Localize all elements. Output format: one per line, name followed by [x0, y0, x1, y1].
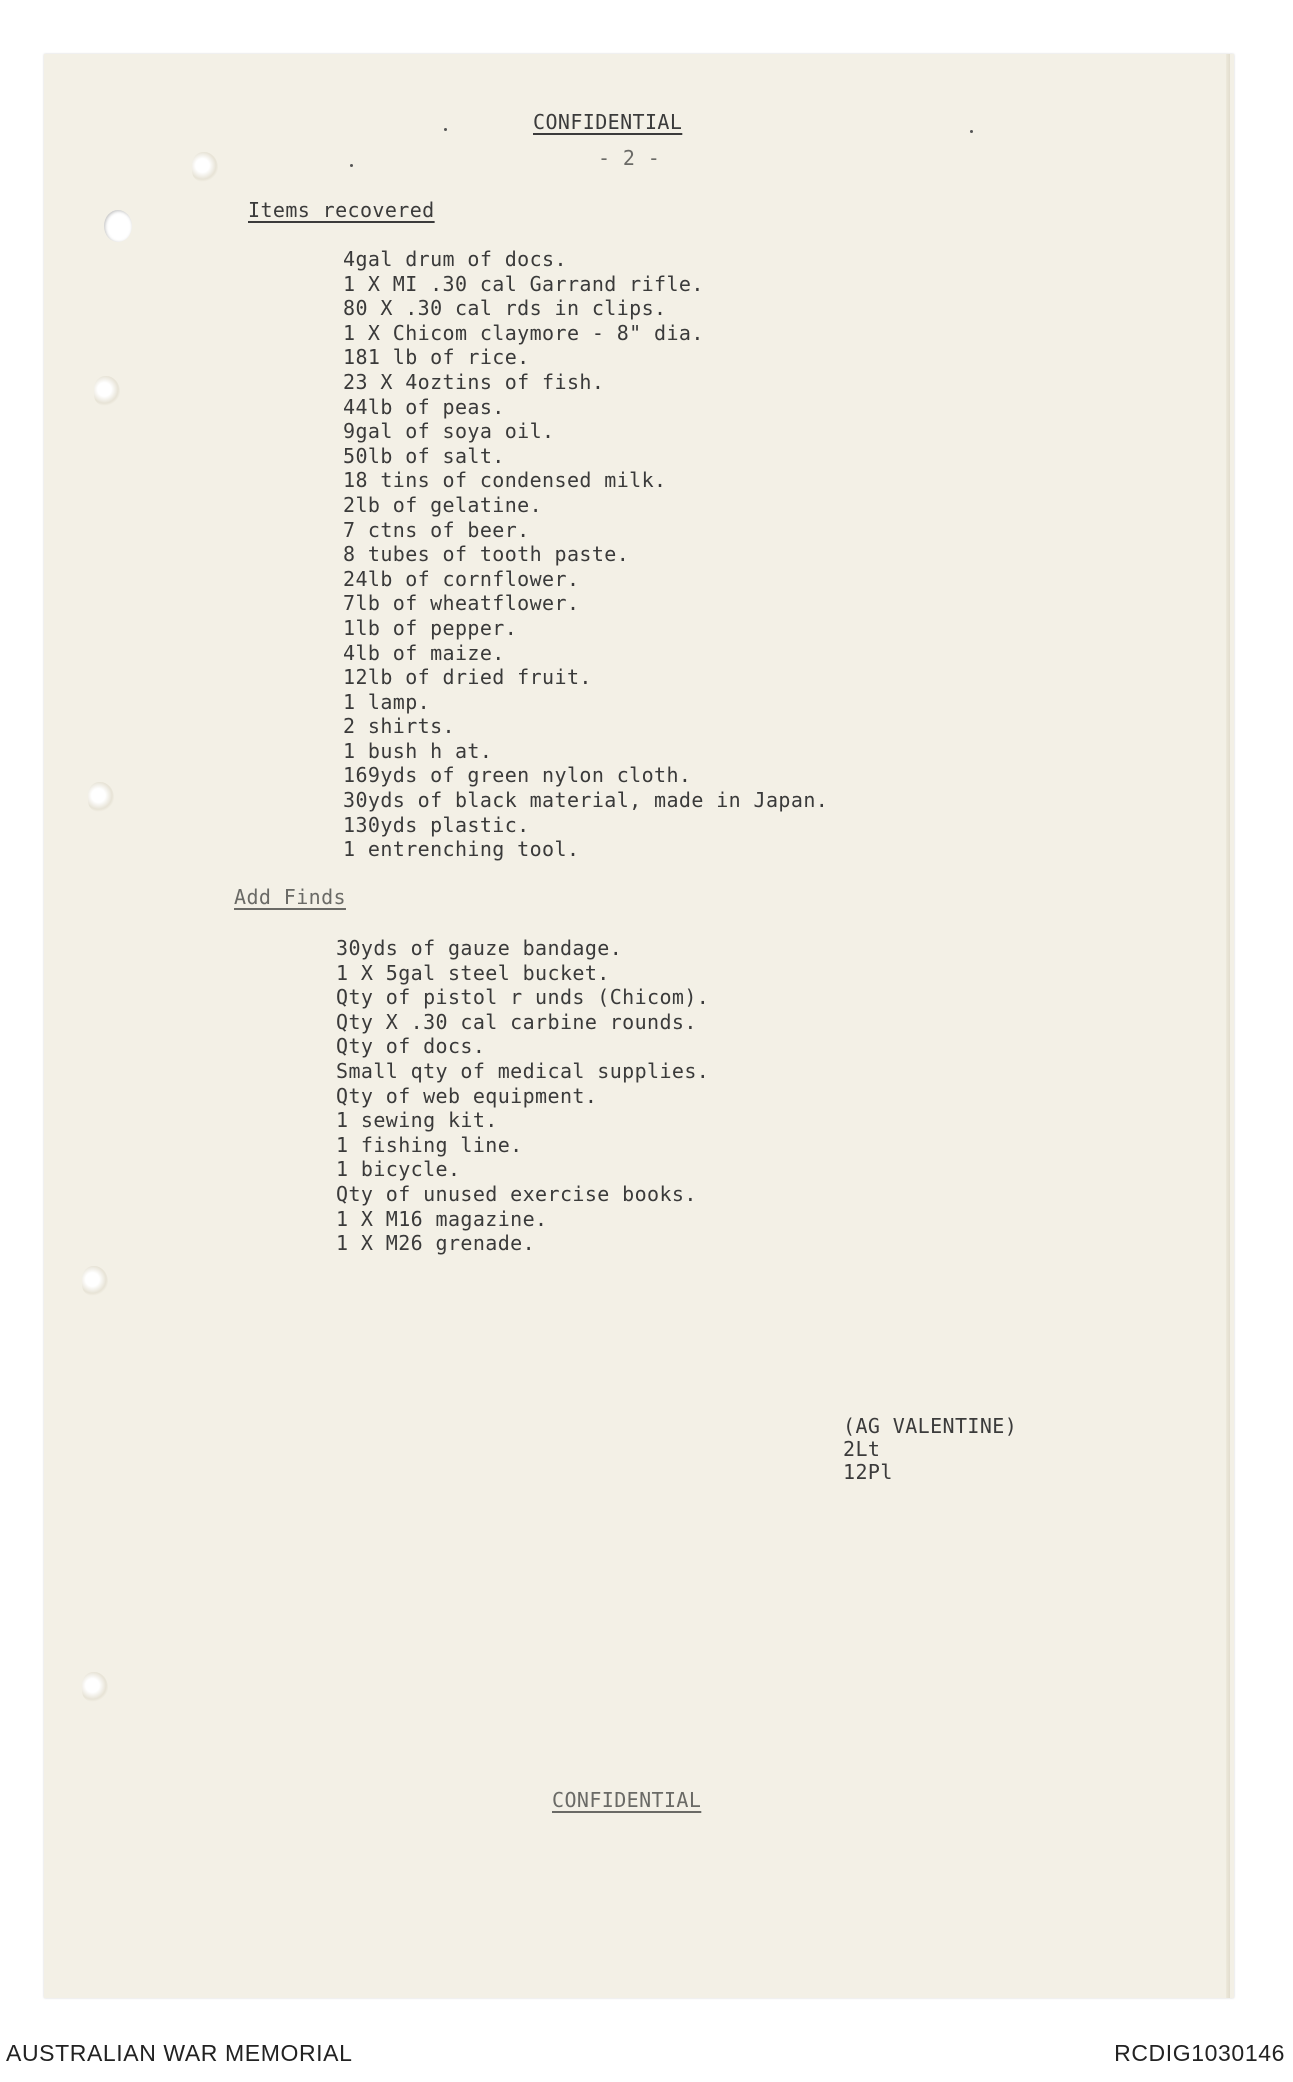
list-item: 1 bicycle.	[336, 1157, 461, 1182]
list-item: 30yds of gauze bandage.	[336, 936, 623, 960]
list-item: 2 shirts.	[343, 714, 455, 739]
list-item: 4gal drum of docs.	[343, 247, 567, 271]
list-item: 181 lb of rice.	[343, 345, 530, 370]
section-heading-items-recovered: Items recovered	[248, 198, 435, 222]
items-recovered-list	[343, 247, 828, 862]
list-item: 7lb of wheatflower.	[343, 591, 580, 616]
list-item: 7 ctns of beer.	[343, 517, 530, 542]
list-item: 1 entrenching tool.	[343, 837, 580, 862]
list-item: 1 X M26 grenade.	[336, 1231, 536, 1256]
list-item: 50lb of salt.	[343, 443, 505, 468]
list-item: 1 X Chicom claymore - 8" dia.	[343, 320, 704, 345]
list-item: 44lb of peas.	[343, 394, 505, 419]
list-item: 4lb of maize.	[343, 640, 505, 665]
binding-tear	[82, 1672, 108, 1702]
section-heading-add-finds: Add Finds	[234, 885, 346, 909]
page-number: - 2 -	[598, 146, 661, 170]
paper-edge	[1226, 54, 1230, 1998]
signature-rank: 2Lt	[843, 1437, 881, 1461]
list-item: Qty of web equipment.	[336, 1083, 598, 1108]
list-item: 1 sewing kit.	[336, 1108, 498, 1133]
list-item: 1 X M16 magazine.	[336, 1206, 548, 1231]
list-item: 18 tins of condensed milk.	[343, 468, 667, 493]
list-item: 1lb of pepper.	[343, 615, 518, 640]
footer-classification: CONFIDENTIAL	[552, 1788, 702, 1812]
punch-hole	[104, 210, 132, 242]
list-item: 2lb of gelatine.	[343, 492, 543, 517]
list-item: Qty X .30 cal carbine rounds.	[336, 1009, 697, 1034]
list-item: 80 X .30 cal rds in clips.	[343, 296, 667, 321]
list-item: Qty of pistol r unds (Chicom).	[336, 985, 710, 1010]
header-classification: CONFIDENTIAL	[533, 110, 683, 134]
list-item: Small qty of medical supplies.	[336, 1058, 710, 1083]
list-item: 1 X MI .30 cal Garrand rifle.	[343, 271, 704, 296]
signature-name: (AG VALENTINE)	[843, 1414, 1018, 1438]
list-item: 1 X 5gal steel bucket.	[336, 960, 610, 985]
list-item: 1 lamp.	[343, 689, 431, 714]
binding-tear	[88, 782, 114, 812]
list-item: Qty of docs.	[336, 1034, 486, 1059]
list-item: 23 X 4oztins of fish.	[343, 369, 605, 394]
list-item: 9gal of soya oil.	[343, 419, 555, 444]
list-item: 1 fishing line.	[336, 1132, 523, 1157]
signature-unit: 12Pl	[843, 1460, 893, 1484]
binding-tear	[192, 152, 218, 182]
stray-mark	[350, 164, 353, 167]
list-item: 1 bush h at.	[343, 738, 493, 763]
stray-mark	[444, 128, 447, 131]
list-item: 169yds of green nylon cloth.	[343, 763, 692, 788]
binding-tear	[82, 1266, 108, 1296]
list-item: 8 tubes of tooth paste.	[343, 542, 630, 567]
list-item: 12lb of dried fruit.	[343, 665, 592, 690]
list-item: Qty of unused exercise books.	[336, 1181, 697, 1206]
list-item: 130yds plastic.	[343, 812, 530, 837]
archive-institution: AUSTRALIAN WAR MEMORIAL	[6, 2040, 353, 2066]
binding-tear	[94, 376, 120, 406]
stray-mark	[970, 130, 973, 133]
list-item: 30yds of black material, made in Japan.	[343, 788, 829, 813]
archive-reference: RCDIG1030146	[1114, 2040, 1285, 2066]
add-finds-list	[336, 936, 709, 1256]
list-item: 24lb of cornflower.	[343, 566, 580, 591]
